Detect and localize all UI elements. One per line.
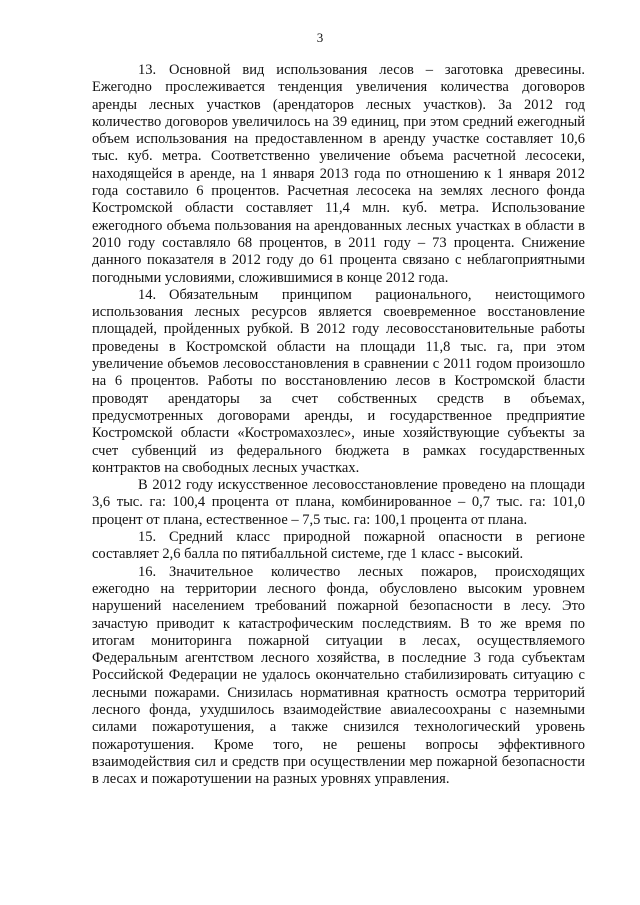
paragraph-text: Обязательным принципом рационального, неистощимого использования лесных ресурсов является своевременное восстановление площадей, пройденных рубкой. В 2012 году лесовосстановительные работы проведены в Костромской области на площади 11,8 тыс. га, при этом увеличение объемов лесовосстановления в сравнении с 2011 годом произошло на 6 процентов. Работы по восстановлению лесов в Костромской бласти проводят арендаторы за счет собственных средств в объемах, предусмотренных договорами аренды, и государственное предприятие Костромской области «Костромахозлес», иные хозяйствующие субъекты за счет субвенций из федерального бюджета в рамках государственных контрактов на свободных лесных участках. (92, 286, 585, 476)
paragraph-number: 13. (138, 62, 157, 78)
paragraph-14 (92, 287, 585, 477)
paragraph-13 (92, 62, 585, 287)
paragraph-text: Значительное количество лесных пожаров, происходящих ежегодно на территории лесного фонда, обусловлено высоким уровнем нарушений населением требований пожарной безопасности в лесу. Это зачастую приводит к катастрофическим последствиям. В то же время по итогам мониторинга пожарной ситуации в лесах, осуществляемого Федеральным агентством лесного хозяйства, в последние 3 года субъектам Российской Федерации не удалось окончательно стабилизировать ситуацию с лесными пожарами. Снизилась нормативная кратность осмотра территорий лесного фонда, ухудшилось взаимодействие авиалесоохраны с наземными силами пожаротушения, а также снизился технологический уровень пожаротушения. Кроме того, не решены вопросы эффективного взаимодействия сил и средств при осуществлении мер пожарной безопасности в лесах и пожаротушении на разных уровнях управления. (92, 563, 585, 788)
paragraph-number: 16. (138, 563, 157, 580)
paragraph-number: 15. (138, 529, 157, 546)
paragraph-number: 14. (138, 286, 157, 303)
paragraph-14-continuation (92, 477, 585, 529)
paragraph-15 (92, 529, 585, 564)
paragraph-16 (92, 564, 585, 789)
paragraph-text: Основной вид использования лесов – заготовка древесины. Ежегодно прослеживается тенденция увеличения количества договоров аренды лесных участков (арендаторов лесных участков). За 2012 год количество договоров увеличилось на 39 единиц, при этом средний ежегодный объем использования на предоставленном в аренду участке составляет 10,6 тыс. куб. метра. Соответственно увеличение объема расчетной лесосеки, находящейся в аренде, на 1 января 2013 года по отношению к 1 января 2012 года составило 6 процентов. Расчетная лесосека на землях лесного фонда Костромской области составляет 11,4 млн. куб. метра. Использование ежегодного объема пользования на арендованных лесных участках в области в 2010 году составляло 68 процентов, в 2011 году – 73 процента. Снижение данного показателя в 2012 году до 61 процента связано с неблагоприятными погодными условиями, сложившимися в конце 2012 года. (92, 62, 585, 286)
paragraph-text: В 2012 году искусственное лесовосстановление проведено на площади 3,6 тыс. га: 100,4 процента от плана, комбинированное – 0,7 тыс. га: 101,0 процент от плана, естественное – 7,5 тыс. га: 100,1 процента от плана. (92, 477, 585, 528)
document-body (92, 62, 585, 788)
paragraph-text: Средний класс природной пожарной опасности в регионе составляет 2,6 балла по пятибалльной системе, где 1 класс - высокий. (92, 529, 585, 563)
page-number: 3 (316, 30, 324, 45)
